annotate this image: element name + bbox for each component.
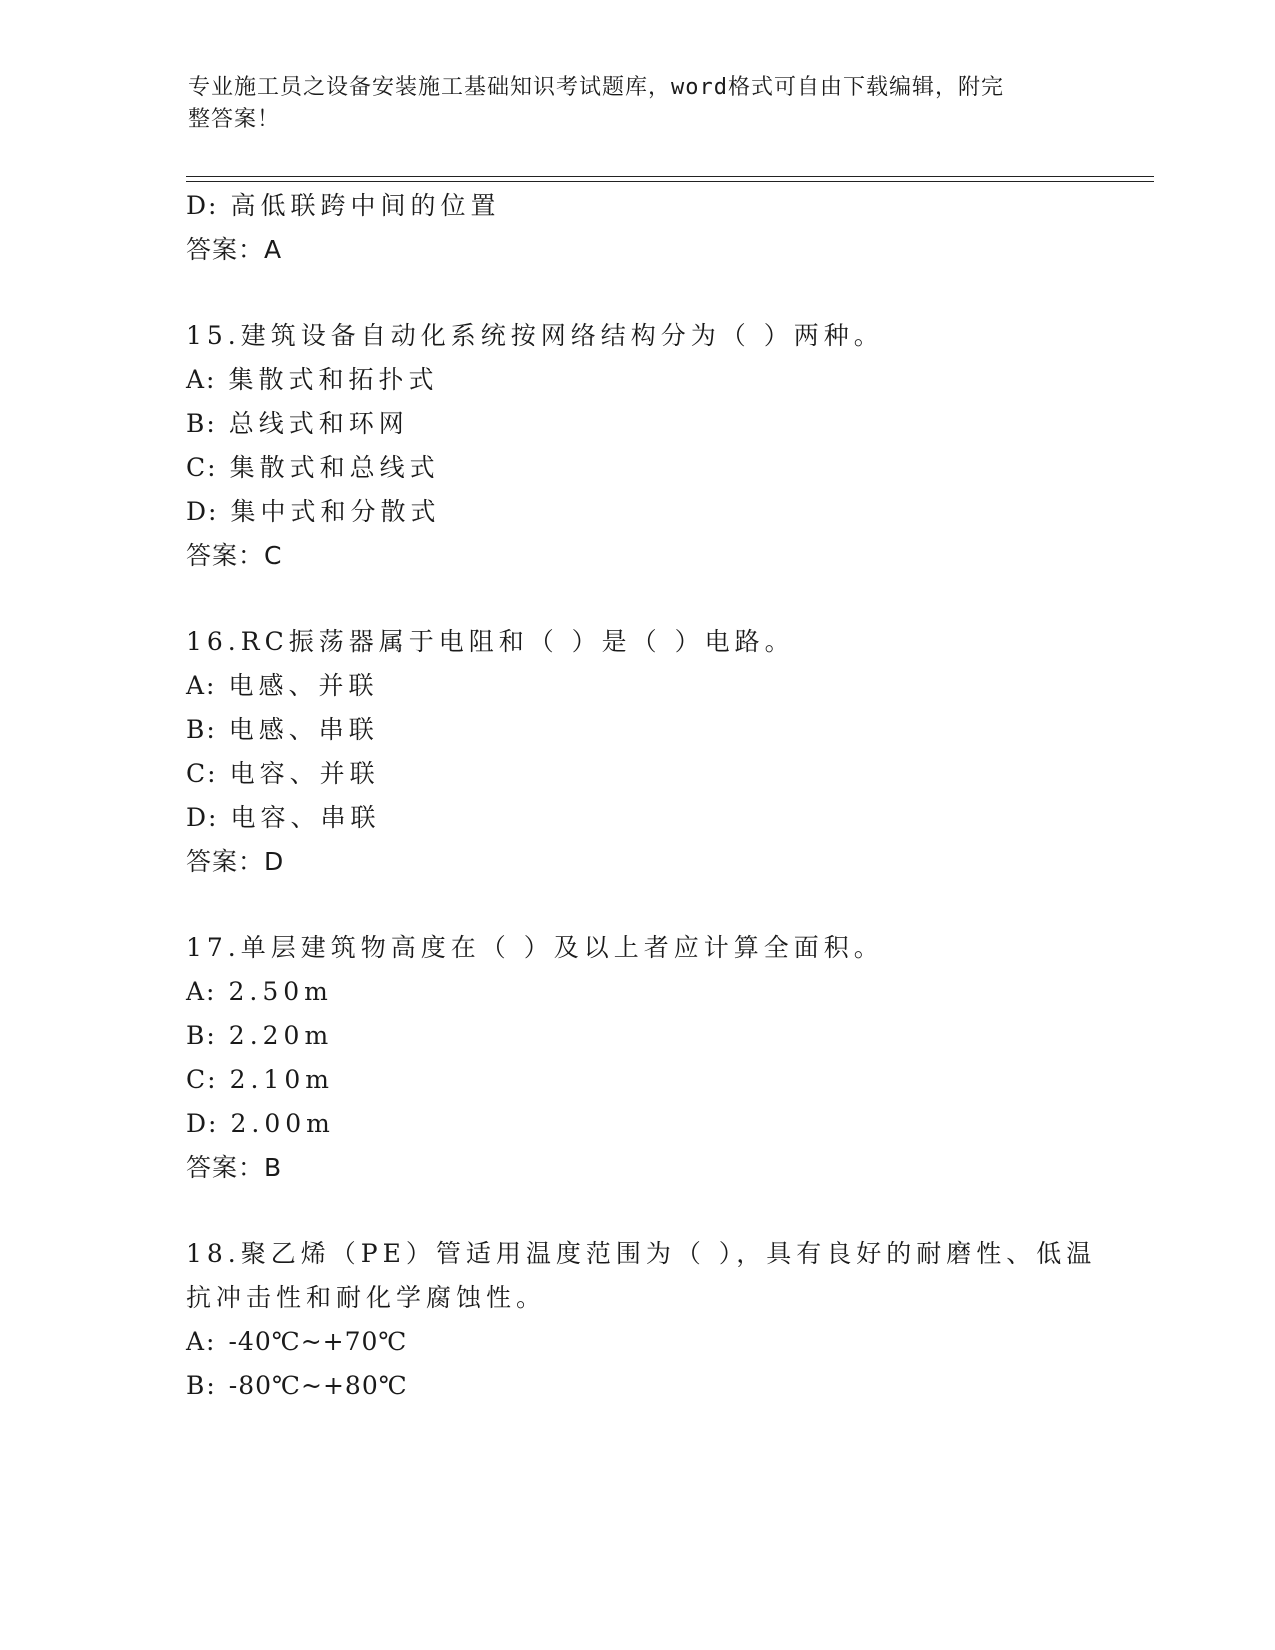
q17-stem: 17.单层建筑物高度在（ ）及以上者应计算全面积。: [186, 933, 884, 962]
q14-answer: 答案：A: [186, 235, 283, 264]
q15-option-c: C: 集散式和总线式: [186, 453, 440, 482]
q15-option-a: A: 集散式和拓扑式: [186, 365, 439, 394]
q17-option-d: D: 2.00m: [186, 1109, 335, 1138]
q16-stem: 16.RC振荡器属于电阻和（ ）是（ ）电路。: [186, 627, 795, 656]
header-line-1: 专业施工员之设备安装施工基础知识考试题库，word格式可自由下载编辑，附完: [188, 75, 1004, 100]
q17-option-a: A: 2.50m: [186, 977, 333, 1006]
header-line-2: 整答案！: [188, 107, 281, 132]
q14-option-d: D: 高低联跨中间的位置: [186, 191, 501, 220]
q16-option-c: C: 电容、并联: [186, 759, 380, 788]
q15-option-d: D: 集中式和分散式: [186, 497, 441, 526]
header-divider-bottom: [186, 181, 1154, 182]
q15-answer: 答案：C: [186, 541, 283, 570]
header-divider-top: [186, 176, 1154, 177]
q18-option-b: B: -80℃~+80℃: [186, 1371, 408, 1400]
q15-option-b: B: 总线式和环网: [186, 409, 409, 438]
q16-answer: 答案：D: [186, 847, 285, 876]
q17-answer: 答案：B: [186, 1153, 283, 1182]
q18-stem-line-1: 18.聚乙烯（PE）管适用温度范围为（ ），具有良好的耐磨性、低温: [186, 1239, 1097, 1268]
q16-option-a: A: 电感、并联: [186, 671, 379, 700]
q16-option-d: D: 电容、串联: [186, 803, 381, 832]
q18-option-a: A: -40℃~+70℃: [186, 1327, 408, 1356]
q16-option-b: B: 电感、串联: [186, 715, 379, 744]
q17-option-b: B: 2.20m: [186, 1021, 334, 1050]
q17-option-c: C: 2.10m: [186, 1065, 334, 1094]
document-header: [188, 72, 1068, 136]
q15-stem: 15.建筑设备自动化系统按网络结构分为（ ）两种。: [186, 321, 884, 350]
q18-stem-line-2: 抗冲击性和耐化学腐蚀性。: [186, 1283, 547, 1312]
